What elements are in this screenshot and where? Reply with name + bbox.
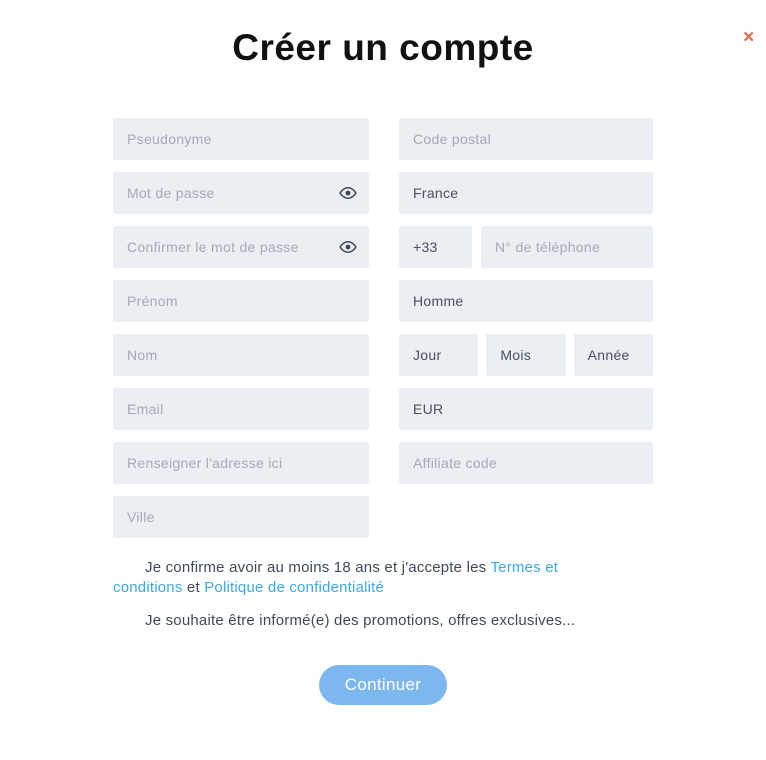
country-select[interactable]: France — [399, 172, 653, 214]
confirm-password-input[interactable] — [113, 226, 369, 268]
year-select[interactable]: Année — [574, 334, 653, 376]
show-confirm-password-icon[interactable] — [339, 238, 357, 256]
affiliate-input[interactable] — [399, 442, 653, 484]
terms-link[interactable]: Termes et conditions — [113, 559, 559, 596]
address-field-wrap — [113, 442, 369, 484]
form-left-column — [113, 118, 369, 538]
prenom-field-wrap — [113, 280, 369, 322]
phone-row — [399, 226, 653, 268]
day-select[interactable]: Jour — [399, 334, 478, 376]
password-input[interactable] — [113, 172, 369, 214]
pseudonyme-field-wrap — [113, 118, 369, 160]
ville-input[interactable] — [113, 496, 369, 538]
promo-checkbox-label[interactable]: Je souhaite être informé(e) des promotions, offres exclusives... — [145, 612, 576, 629]
confirm-password-field-wrap — [113, 226, 369, 268]
password-field-wrap — [113, 172, 369, 214]
affiliate-field-wrap — [399, 442, 653, 484]
phone-input[interactable] — [481, 226, 653, 268]
page-title: Créer un compte — [232, 27, 534, 68]
form-right-column — [399, 118, 653, 538]
birthdate-row — [399, 334, 653, 376]
continue-button[interactable]: Continuer — [319, 665, 447, 705]
phone-field-wrap — [481, 226, 653, 268]
address-input[interactable] — [113, 442, 369, 484]
privacy-link[interactable]: Politique de confidentialité — [204, 579, 385, 596]
email-field-wrap — [113, 388, 369, 430]
phone-prefix-select[interactable]: +33 — [399, 226, 472, 268]
show-password-icon[interactable] — [339, 184, 357, 202]
terms-checkbox-label[interactable] — [113, 558, 613, 598]
agreements-section — [113, 558, 653, 630]
nom-field-wrap — [113, 334, 369, 376]
terms-connector: et — [182, 579, 205, 596]
prenom-input[interactable] — [113, 280, 369, 322]
signup-form — [113, 118, 653, 538]
gender-select[interactable]: Homme — [399, 280, 653, 322]
nom-input[interactable] — [113, 334, 369, 376]
terms-text: Je confirme avoir au moins 18 ans et j'accepte les — [145, 559, 491, 576]
close-icon[interactable]: ✕ — [742, 29, 755, 46]
pseudonyme-input[interactable] — [113, 118, 369, 160]
currency-select[interactable]: EUR — [399, 388, 653, 430]
ville-field-wrap — [113, 496, 369, 538]
code-postal-input[interactable] — [399, 118, 653, 160]
email-input[interactable] — [113, 388, 369, 430]
month-select[interactable]: Mois — [486, 334, 565, 376]
code-postal-field-wrap — [399, 118, 653, 160]
